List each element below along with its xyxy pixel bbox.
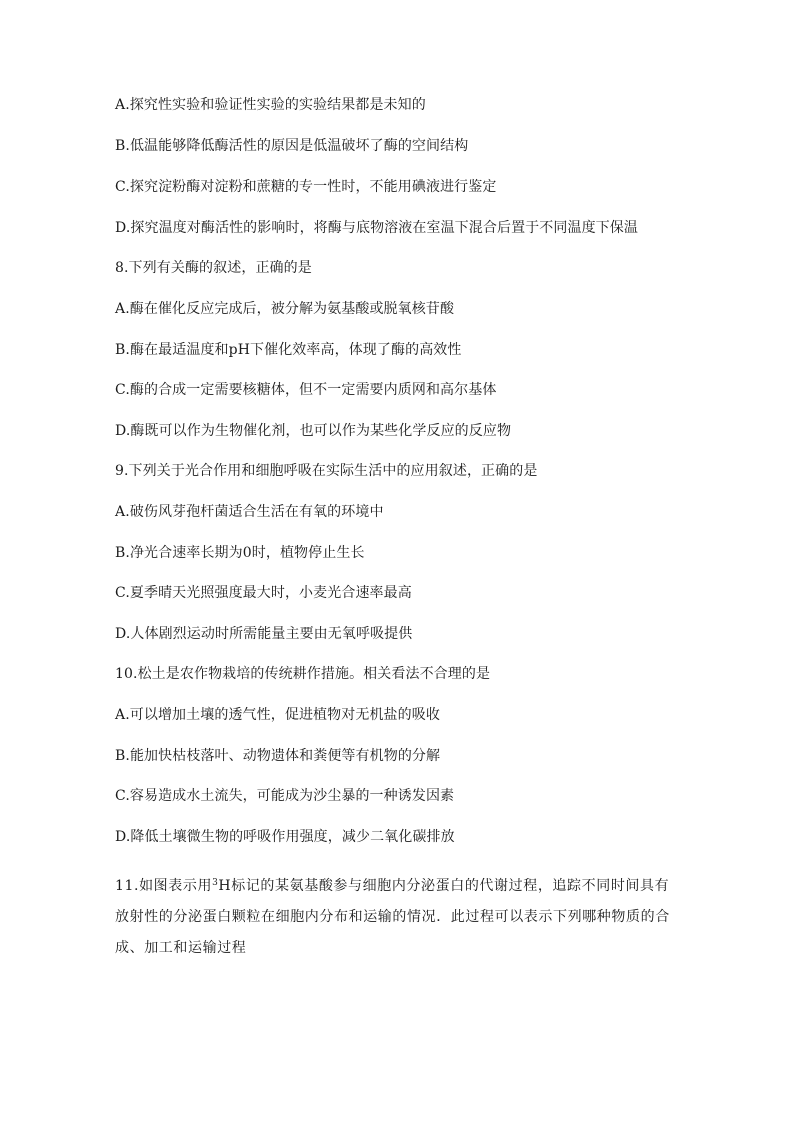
q8-stem: 8.下列有关酶的叙述，正确的是 — [115, 260, 312, 276]
q9-option-d: D.人体剧烈运动时所需能量主要由无氧呼吸提供 — [115, 626, 413, 642]
q8-option-c: C.酶的合成一定需要核糖体，但不一定需要内质网和高尔基体 — [115, 382, 497, 398]
q10-option-a: A.可以增加土壤的透气性，促进植物对无机盐的吸收 — [115, 707, 440, 723]
q9-option-c: C.夏季晴天光照强度最大时，小麦光合速率最高 — [115, 585, 412, 601]
q7-option-d: D.探究温度对酶活性的影响时，将酶与底物溶液在室温下混合后置于不同温度下保温 — [115, 220, 638, 236]
q10-option-c: C.容易造成水土流失，可能成为沙尘暴的一种诱发因素 — [115, 788, 455, 804]
q8-option-d: D.酶既可以作为生物催化剂，也可以作为某些化学反应的反应物 — [115, 423, 512, 439]
q10-option-b: B.能加快枯枝落叶、动物遗体和粪便等有机物的分解 — [115, 748, 441, 764]
q9-stem: 9.下列关于光合作用和细胞呼吸在实际生活中的应用叙述，正确的是 — [115, 463, 538, 479]
q7-option-a: A.探究性实验和验证性实验的实验结果都是未知的 — [115, 97, 426, 113]
q10-stem: 10.松土是农作物栽培的传统耕作措施。相关看法不合理的是 — [115, 666, 491, 682]
q9-option-b: B.净光合速率长期为0时，植物停止生长 — [115, 545, 365, 561]
q11-stem-start: 11.如图表示用 — [115, 878, 213, 894]
q10-option-d: D.降低土壤微生物的呼吸作用强度，减少二氧化碳排放 — [115, 829, 455, 845]
q7-option-c: C.探究淀粉酶对淀粉和蔗糖的专一性时，不能用碘液进行鉴定 — [115, 179, 497, 195]
q9-option-a: A.破伤风芽孢杆菌适合生活在有氧的环境中 — [115, 504, 384, 520]
q11-stem-rest: H标记的某氨基酸参与细胞内分泌蛋白的代谢过程，追踪不同时间具有放射性的分泌蛋白颗粒在细胞内分布和运输的情况．此过程可以表示下列哪种物质的合成、加工和运输过程 — [115, 878, 670, 956]
q8-option-a: A.酶在催化反应完成后，被分解为氨基酸或脱氧核苷酸 — [115, 301, 455, 317]
q11-stem — [115, 871, 683, 964]
q7-option-b: B.低温能够降低酶活性的原因是低温破坏了酶的空间结构 — [115, 138, 469, 154]
isotope-superscript: 3 — [212, 878, 219, 888]
q8-option-b: B.酶在最适温度和pH下催化效率高，体现了酶的高效性 — [115, 342, 462, 358]
